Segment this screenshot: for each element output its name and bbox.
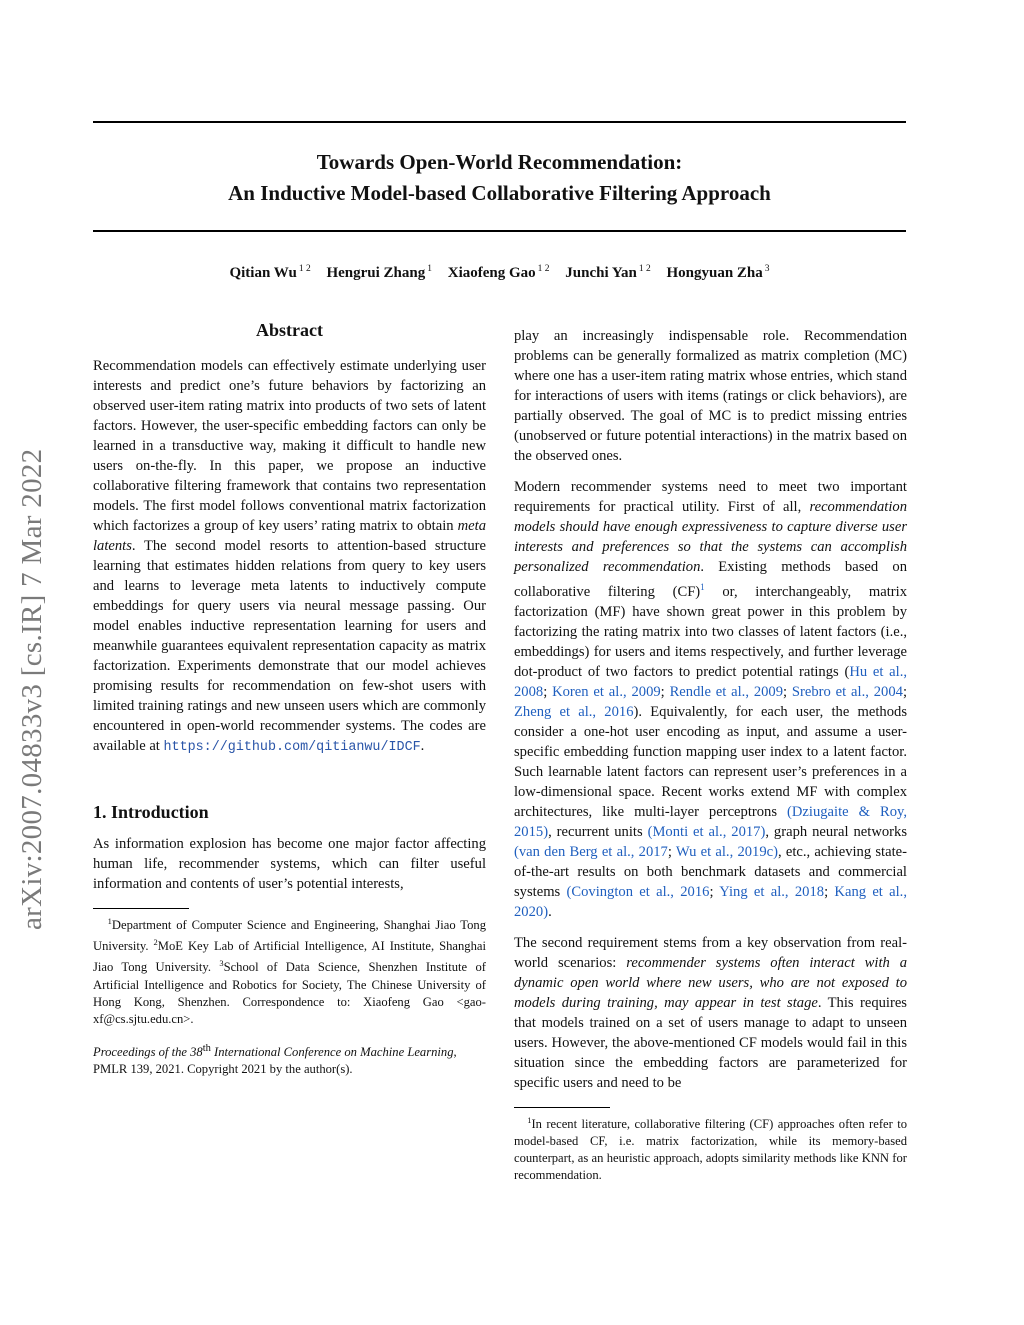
title-line-1: Towards Open-World Recommendation: xyxy=(316,150,683,174)
author xyxy=(565,265,650,281)
footnote-text: In recent literature, collaborative filtering (CF) approaches often refer to model-based CF, i.e. matrix factorization, while its memory-based counterpart, as an heuristic approach, adopts similarity methods like KNN for recommendation. xyxy=(514,1117,907,1183)
footnote-rule xyxy=(93,908,189,909)
author-name: Junchi Yan xyxy=(565,265,637,281)
text: . This requires that models trained on a set of users manage to adapt to unseen users. However, the above-mentioned CF models would fail in this situation since the embedding factors are parameterized for specific users and need to be xyxy=(514,994,907,1091)
emphasis: recommender systems often interact with a dynamic open world where new users, who are not exposed to models during training, may appear in test stage xyxy=(514,954,907,1011)
arxiv-side-stamp xyxy=(8,370,52,930)
text: . xyxy=(548,903,552,920)
citation-link[interactable]: (van den Berg et al., 2017 xyxy=(514,843,668,860)
author-affiliation: 1 2 xyxy=(638,264,651,274)
title-rule-bottom xyxy=(93,230,906,232)
separator: ; xyxy=(783,683,792,700)
body-paragraph: play an increasingly indispensable role. Recommendation problems can be generally formalized as matrix completion (MC) where one has a user-item rating matrix whose entries, which stand for interactions of users with items (ratings or click behaviors), are partially observed. The goal of MC is to predict missing entries (unobserved or future potential interactions) in the matrix based on the observed ones. xyxy=(514,328,907,464)
citation-link[interactable]: Srebro et al., 2004 xyxy=(791,683,903,700)
proceedings-note xyxy=(93,1040,486,1078)
footnote-rule xyxy=(514,1107,610,1108)
abstract-emphasis: meta latents xyxy=(93,518,486,554)
abstract-end: . xyxy=(420,738,425,754)
citation-link[interactable]: Kang et al., 2020) xyxy=(514,883,907,920)
text: , etc., achieving state-of-the-art results on both benchmark datasets and commercial systems xyxy=(514,843,907,900)
author xyxy=(666,265,769,281)
text: , graph neural networks xyxy=(765,823,907,840)
author-affiliation: 1 2 xyxy=(298,264,311,274)
section-heading-introduction: 1. Introduction xyxy=(93,802,209,822)
author-list xyxy=(93,264,906,282)
citation-link[interactable]: (Monti et al., 2017) xyxy=(647,823,766,840)
separator: ; xyxy=(660,683,670,700)
footnote-ref[interactable]: 1 xyxy=(700,582,705,592)
affiliations-footnote xyxy=(93,913,486,1028)
proceedings-venue: International Conference on Machine Learning xyxy=(210,1044,454,1059)
citation-link[interactable]: Koren et al., 2009 xyxy=(552,683,661,700)
title-line-2: An Inductive Model-based Collaborative Filtering Approach xyxy=(228,181,771,205)
abstract-part-2: . The second model resorts to attention-based structure learning that estimates hidden relations from query to key users and learns to leverage meta latents to inductively compute embeddings for query users via neural message passing. Our model enables inductive representation learning for users and meanwhile guarantees equivalent representation capacity as matrix factorization. Experiments demonstrate that our model achieves promising results for recommendation on few-shot users with limited training ratings and new unseen users which are commonly encountered in open-world recommender systems. The codes are available at xyxy=(93,538,486,754)
cf-footnote xyxy=(514,1112,907,1184)
citation-link[interactable]: Ying et al., 2018 xyxy=(719,883,825,900)
left-column xyxy=(93,320,486,1078)
author xyxy=(326,265,432,281)
body-paragraph xyxy=(514,933,907,1093)
author-affiliation: 1 xyxy=(427,264,432,274)
proceedings-copyright: , PMLR 139, 2021. Copyright 2021 by the author(s). xyxy=(93,1044,457,1076)
author-affiliation: 1 2 xyxy=(537,264,550,274)
text: ). Equivalently, for each user, the methods consider a one-hot user encoding as input, and assume a user-specific embedding function mapping user index to a latent factor. Such learnable latent factors can represent user’s preferences in a low-dimensional space. Recent works extend MF with complex architectures, like multi-layer perceptrons xyxy=(514,703,908,820)
citation-link[interactable]: (Dziugaite & Roy, 2015) xyxy=(514,803,907,840)
abstract-heading: Abstract xyxy=(256,320,323,340)
citation-link[interactable]: Wu et al., 2019c) xyxy=(675,843,778,860)
citation-link[interactable]: (Covington et al., 2016 xyxy=(566,883,710,900)
paper-title xyxy=(93,147,906,209)
title-rule-top xyxy=(93,121,906,123)
text: Modern recommender systems need to meet two important requirements for practical utility. First of all, xyxy=(514,479,907,515)
emphasis: recommendation models should have enough expressiveness to capture diverse user interests and preferences so that the systems can accomplish personalized recommendation xyxy=(514,499,907,575)
intro-paragraph: As information explosion has become one major factor affecting human life, recommender systems, which can filter useful information and contents of user’s potential interests, xyxy=(93,836,486,892)
separator: ; xyxy=(824,883,835,900)
author-name: Qitian Wu xyxy=(229,265,297,281)
separator: ; xyxy=(543,683,553,700)
body-paragraph xyxy=(514,477,907,922)
separator: ; xyxy=(667,843,676,860)
text: or, interchangeably, matrix factorization (MF) have shown great power in this problem by factorizing the rating matrix into two classes of latent factors (i.e., embeddings) for users and items respectively, and further leverage dot-product of two factors to predict potential ratings ( xyxy=(514,583,907,680)
author-name: Xiaofeng Gao xyxy=(447,265,536,281)
citation-link[interactable]: Hu et al., 2008 xyxy=(514,663,907,700)
author-name: Hongyuan Zha xyxy=(666,265,763,281)
abstract-part-1: Recommendation models can effectively estimate underlying user interests and predict one’s future behaviors by factorizing an observed user-item rating matrix into products of two sets of latent factors. However, the user-specific embedding factors can only be learned in a transductive way, making it difficult to handle new users on-the-fly. In this paper, we propose an inductive collaborative filtering framework that contains two representation models. The first model follows conventional matrix factorization which factorizes a group of key users’ rating matrix to obtain xyxy=(93,358,486,534)
code-link[interactable]: https://github.com/qitianwu/IDCF xyxy=(163,740,421,755)
proceedings-ordinal: th xyxy=(202,1042,211,1054)
text: , recurrent units xyxy=(548,823,648,840)
footnote-marker: 2 xyxy=(153,937,158,948)
abstract-text xyxy=(93,356,486,758)
affiliation-3: School of Data Science, Shenzhen Institute of Artificial Intelligence and Robotics for Society, The Chinese University of Hong Kong, Shenzhen. Correspondence to: Xiaofeng Gao <gao-xf@cs.sjtu.edu.cn>. xyxy=(93,960,486,1026)
text: . Existing methods based on collaborative filtering (CF) xyxy=(514,559,907,600)
arxiv-identifier: arXiv:2007.04833v3 [cs.IR] 7 Mar 2022 xyxy=(16,448,48,930)
citation-link[interactable]: Rendle et al., 2009 xyxy=(669,683,784,700)
proceedings-venue-start: Proceedings of the 38 xyxy=(93,1044,203,1059)
separator: ; xyxy=(902,683,907,700)
author-affiliation: 3 xyxy=(764,264,770,274)
author xyxy=(448,265,550,281)
affiliation-2: MoE Key Lab of Artificial Intelligence, AI Institute, Shanghai Jiao Tong University. xyxy=(93,939,486,975)
affiliation-1: Department of Computer Science and Engineering, Shanghai Jiao Tong University. xyxy=(93,918,486,954)
footnote-marker: 3 xyxy=(219,958,224,969)
author-name: Hengrui Zhang xyxy=(326,265,426,281)
text: The second requirement stems from a key observation from real-world scenarios: xyxy=(514,934,907,971)
citation-link[interactable]: Zheng et al., 2016 xyxy=(514,703,634,720)
right-column xyxy=(514,326,907,1184)
author xyxy=(229,265,310,281)
separator: ; xyxy=(709,883,720,900)
footnote-marker: 1 xyxy=(527,1114,532,1125)
footnote-marker: 1 xyxy=(107,916,112,926)
